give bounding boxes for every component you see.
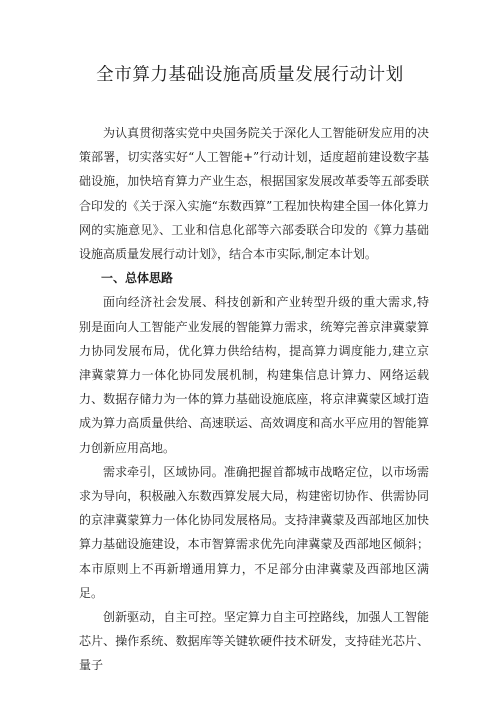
document-title: 全市算力基础设施高质量发展行动计划 <box>96 65 404 85</box>
section-heading: 一、总体思路 <box>101 271 174 286</box>
body-paragraph: 创新驱动，自主可控。坚定算力自主可控路线，加强人工智能芯片、操作系统、数据库等关键软硬件技术研发，支持硅光芯片、量子 <box>79 610 429 673</box>
intro-paragraph: 为认真贯彻落实党中央国务院关于深化人工智能研发应用的决策部署，切实落实好“人工智能+”行动计划，适度超前建设数字基础设施，加快培育算力产业生态，根据国家发展改革委等五部委联合印发的《关于深入实施“东数西算”工程加快构建全国一体化算力网的实施意见》、工业和信息化部等六部委联合印发的《算力基础设施高质量发展行动计划》，结合本市实际,制定本计划。 <box>79 126 429 262</box>
body-paragraph: 需求牵引，区域协同。准确把握首都城市战略定位，以市场需求为导向，积极融入东数西算发展大局，构建密切协作、供需协同的京津冀蒙算力一体化协同发展格局。支持津冀蒙及西部地区加快算力基础设施建设，本市智算需求优先向津冀蒙及西部地区倾斜；本市原则上不再新增通用算力，不足部分由津冀蒙及西部地区满足。 <box>79 464 429 600</box>
body-paragraph: 面向经济社会发展、科技创新和产业转型升级的重大需求,特别是面向人工智能产业发展的智能算力需求，统筹完善京津冀蒙算力协同发展布局，优化算力供给结构，提高算力调度能力,建立京津冀蒙算力一体化协同发展机制，构建集信息计算力、网络运载力、数据存储力为一体的算力基础设施底座，将京津冀蒙区域打造成为算力高质量供给、高速联运、高效调度和高水平应用的智能算力创新应用高地。 <box>79 295 429 455</box>
document-body <box>79 121 429 678</box>
